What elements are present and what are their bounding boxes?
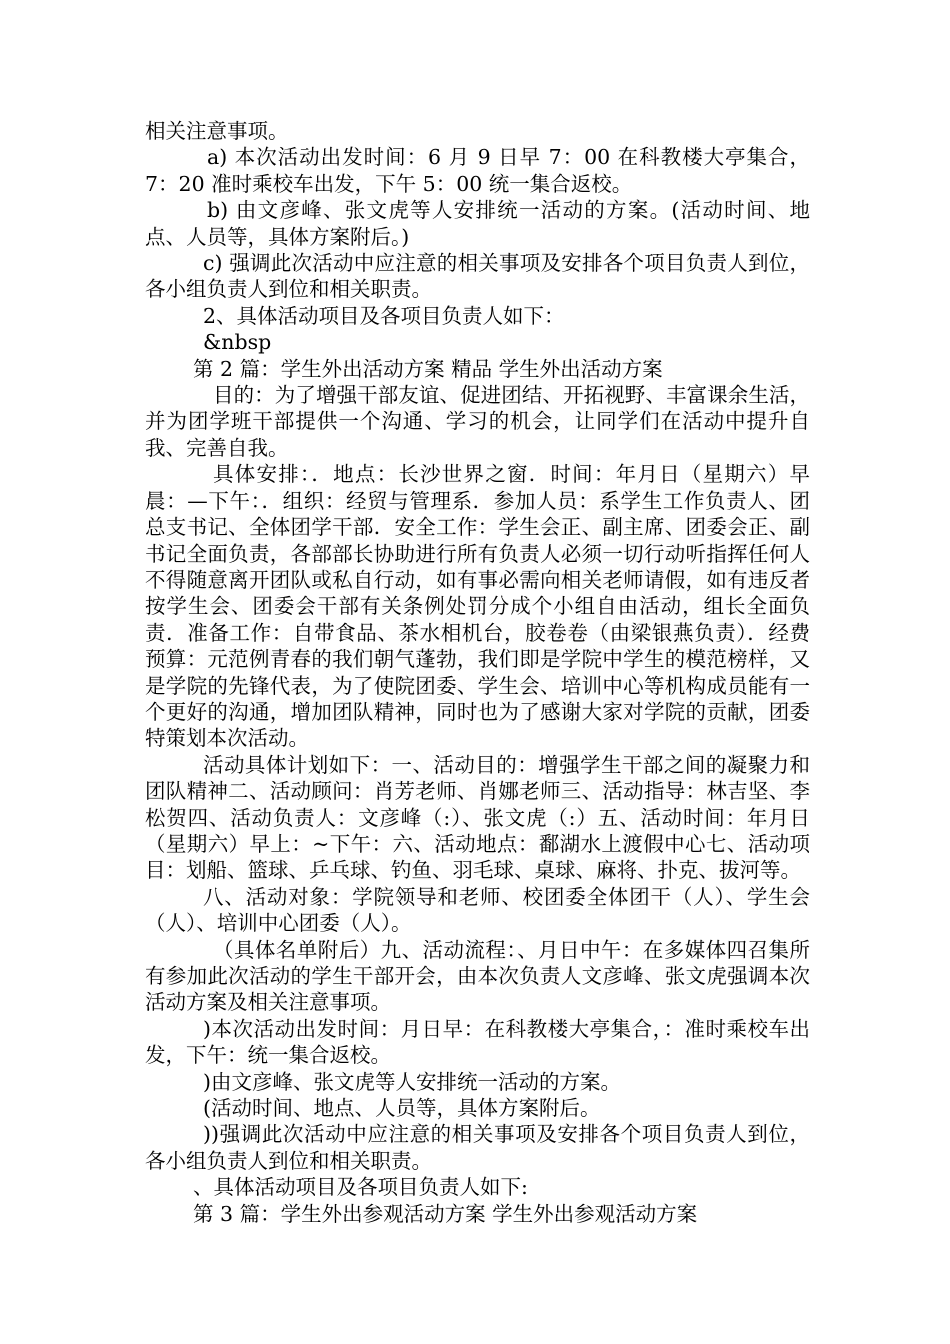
paragraph-item-b: b) 由文彦峰、张文虎等人安排统一活动的方案。(活动时间、地点、人员等，具体方案附后。) [145,198,810,249]
paragraph-purpose: 目的：为了增强干部友谊、促进团结、开拓视野、丰富课余生活，并为团学班干部提供一个沟通、学习的机会，让同学们在活动中提升自我、完善自我。 [145,383,810,460]
section-heading-3: 第 3 篇：学生外出参观活动方案 学生外出参观活动方案 [193,1201,698,1226]
document-body [145,118,810,1227]
paragraph-continuation: 相关注意事项。 [145,119,289,143]
paragraph-item-a: a) 本次活动出发时间：6 月 9 日早 7：00 在科教楼大亭集合，7：20 准时乘校车出发，下午 5：00 统一集合返校。 [145,145,810,196]
paragraph-plan: 活动具体计划如下：一、活动目的：增强学生干部之间的凝聚力和团队精神二、活动顾问：肖芳老师、肖娜老师三、活动指导：林吉坚、李松贺四、活动负责人：文彦峰（:）、张文虎（:）五、活动时间：年月日（星期六）早上：~下午：六、活动地点：鄱湖水上渡假中心七、活动项目：划船、篮球、乒乓球、钓鱼、羽毛球、桌球、麻将、扑克、拔河等。 [145,752,810,883]
paragraph-items-list: 、具体活动项目及各项目负责人如下: [193,1175,528,1200]
paragraph-arrangement: 具体安排：．地点：长沙世界之窗．时间：年月日（星期六）早晨：—下午：．组织：经贸与管理系．参加人员：系学生工作负责人、团总支书记、全体团学干部．安全工作：学生会正、副主席、团委会正、副书记全面负责，各部部长协助进行所有负责人必须一切行动听指挥任何人不得随意离开团队或私自行动，如有事必需向相关老师请假，如有违反者按学生会、团委会干部有关条例处罚分成个小组自由活动，组长全面负责．准备工作：自带食品、茶水相机台，胶卷卷（由梁银燕负责）．经费预算：元范例青春的我们朝气蓬勃，我们即是学院中学生的模范榜样，又是学院的先锋代表，为了使院团委、学生会、培训中心等机构成员能有一个更好的沟通，增加团队精神，同时也为了感谢大家对学院的贡献，团委特策划本次活动。 [145,462,810,751]
paragraph-organizers: )由文彦峰、张文虎等人安排统一活动的方案。 [203,1069,621,1094]
paragraph-process: （具体名单附后）九、活动流程：、月日中午：在多媒体四召集所有参加此次活动的学生干部开会，由本次负责人文彦峰、张文虎强调本次活动方案及相关注意事项。 [145,937,810,1015]
section-heading-2: 第 2 篇：学生外出活动方案 精品 学生外出活动方案 [193,356,663,381]
paragraph-item-c: c) 强调此次活动中应注意的相关事项及安排各个项目负责人到位，各小组负责人到位和相关职责。 [145,251,810,302]
paragraph-nbsp: &nbsp [203,330,272,355]
paragraph-notes: ))强调此次活动中应注意的相关事项及安排各个项目负责人到位，各小组负责人到位和相关职责。 [145,1122,810,1173]
paragraph-departure: )本次活动出发时间：月日早：在科教楼大亭集合，：准时乘校车出发，下午：统一集合返校。 [145,1016,810,1068]
paragraph-details: (活动时间、地点、人员等，具体方案附后。 [203,1096,601,1121]
paragraph-participants: 八、活动对象：学院领导和老师、校团委全体团干（人）、学生会（人）、培训中心团委（人）。 [145,884,810,936]
paragraph-item-2: 2、具体活动项目及各项目负责人如下： [203,303,565,328]
